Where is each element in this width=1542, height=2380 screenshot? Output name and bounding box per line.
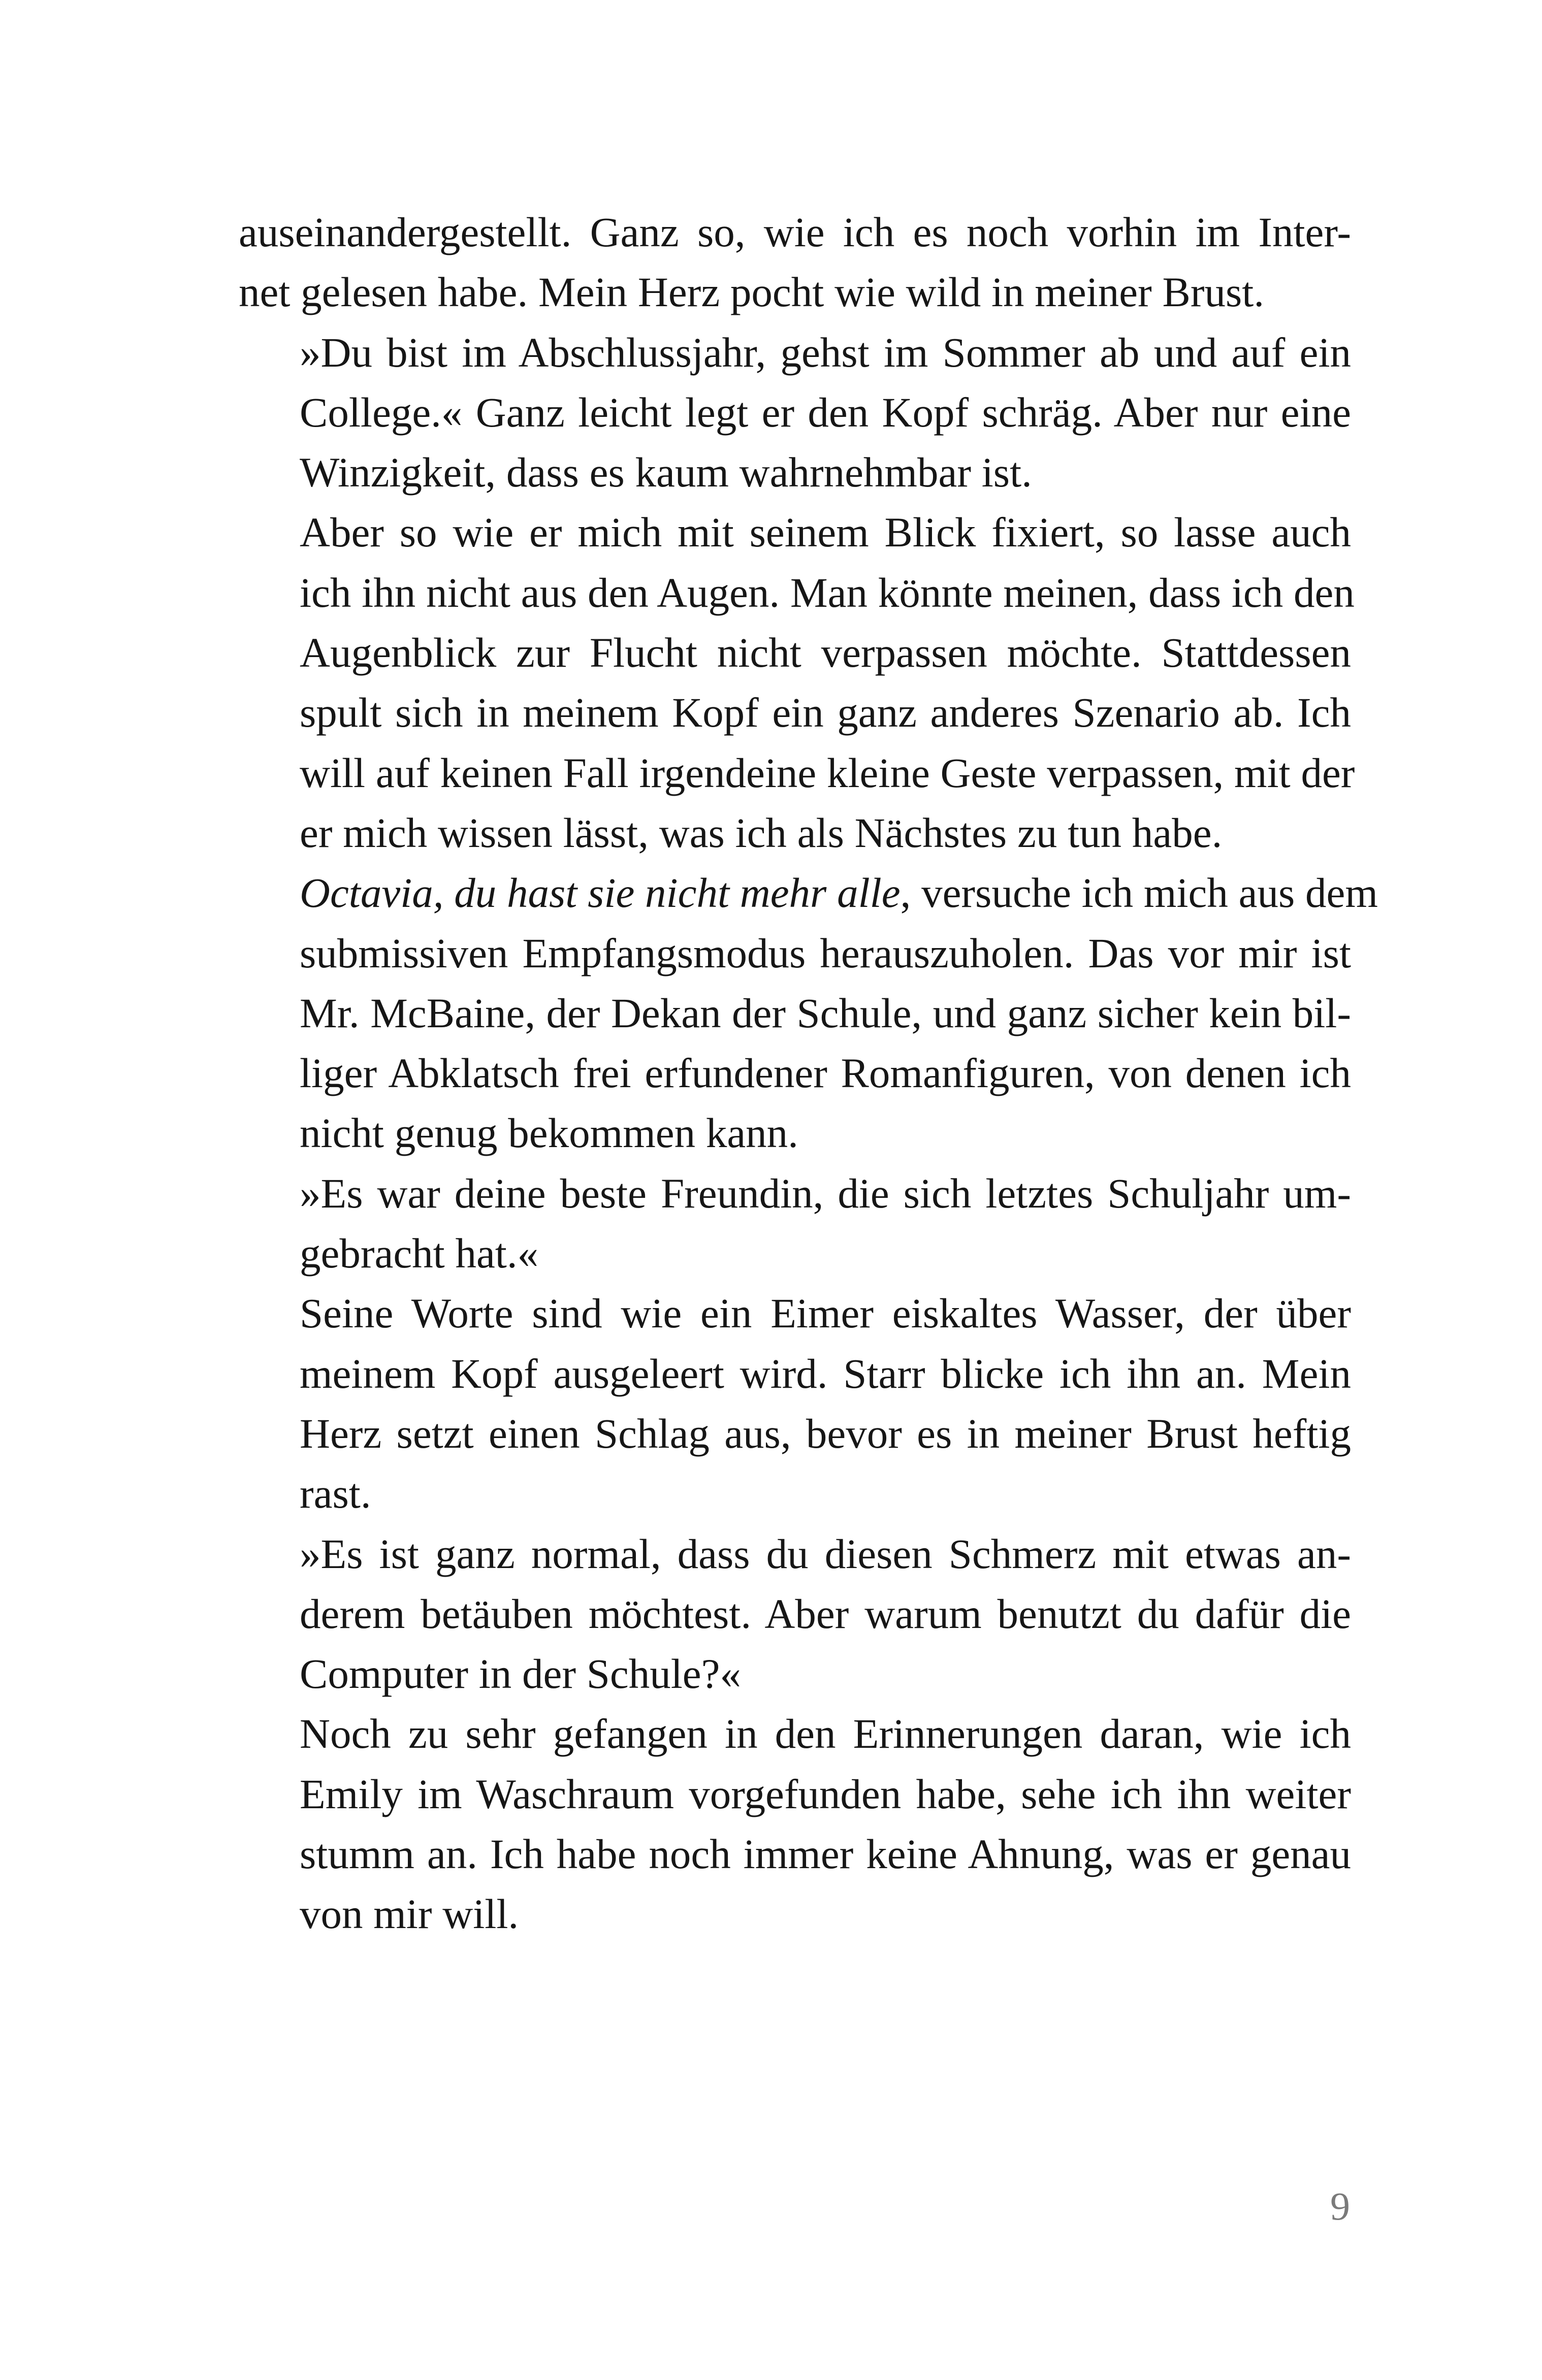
paragraph-1 [239,202,1351,322]
text-line: spult sich in meinem Kopf ein ganz anderes Szenario ab. Ich [300,689,1351,736]
paragraph-4 [239,863,1378,1163]
body-text [239,202,1378,1944]
text-line: Herz setzt einen Schlag aus, bevor es in meiner Brust heftig [300,1410,1351,1457]
text-line: meinem Kopf ausgeleert wird. Starr blicke ich ihn an. Mein [300,1350,1351,1397]
text-line: rast. [300,1470,371,1517]
text-line: will auf keinen Fall irgendeine kleine Geste verpassen, mit der [300,749,1355,796]
text-line: College.« Ganz leicht legt er den Kopf schräg. Aber nur eine [300,388,1351,436]
text-line: nicht genug bekommen kann. [300,1110,798,1157]
text-line: »Es ist ganz normal, dass du diesen Schmerz mit etwas an- [300,1530,1351,1577]
paragraph-6 [239,1283,1351,1523]
italic-thought: Octavia, du hast sie nicht mehr alle [300,869,901,917]
text-fragment: , versuche ich mich aus dem [900,869,1378,917]
text-line: Mr. McBaine, der Dekan der Schule, und ganz sicher kein bil- [300,989,1351,1036]
text-line: gebracht hat.« [300,1230,539,1277]
text-line: Noch zu sehr gefangen in den Erinnerungen daran, wie ich [300,1710,1351,1757]
text-line: liger Abklatsch frei erfundener Romanfiguren, von denen ich [300,1050,1351,1097]
text-line: derem betäuben möchtest. Aber warum benutzt du dafür die [300,1590,1351,1637]
text-line: Emily im Waschraum vorgefunden habe, sehe ich ihn weiter [300,1770,1351,1817]
text-line [239,863,1378,923]
paragraph-2 [239,322,1351,503]
text-line: Computer in der Schule?« [300,1650,741,1698]
paragraph-8 [239,1704,1351,1944]
text-line: »Du bist im Abschlussjahr, gehst im Sommer ab und auf ein [300,329,1351,376]
text-line: Seine Worte sind wie ein Eimer eiskaltes Wasser, der über [300,1290,1351,1337]
text-line: net gelesen habe. Mein Herz pocht wie wild in meiner Brust. [239,269,1265,316]
text-line: Aber so wie er mich mit seinem Blick fixiert, so lasse auch [300,509,1351,556]
text-line: auseinandergestellt. Ganz so, wie ich es noch vorhin im Inter- [239,209,1351,255]
text-line: Augenblick zur Flucht nicht verpassen möchte. Stattdessen [300,629,1351,676]
text-line: Winzigkeit, dass es kaum wahrnehmbar ist. [300,449,1032,496]
page-number: 9 [1330,2184,1350,2228]
text-line: er mich wissen lässt, was ich als Nächstes zu tun habe. [300,809,1223,856]
paragraph-5 [239,1163,1351,1284]
paragraph-7 [239,1524,1351,1704]
paragraph-3 [239,502,1355,863]
text-line: stumm an. Ich habe noch immer keine Ahnung, was er genau [300,1831,1351,1878]
text-line: submissiven Empfangsmodus herauszuholen. Das vor mir ist [300,929,1351,976]
text-line: von mir will. [300,1890,519,1938]
text-line: ich ihn nicht aus den Augen. Man könnte meinen, dass ich den [300,569,1355,616]
text-line: »Es war deine beste Freundin, die sich letztes Schuljahr um- [300,1169,1351,1217]
